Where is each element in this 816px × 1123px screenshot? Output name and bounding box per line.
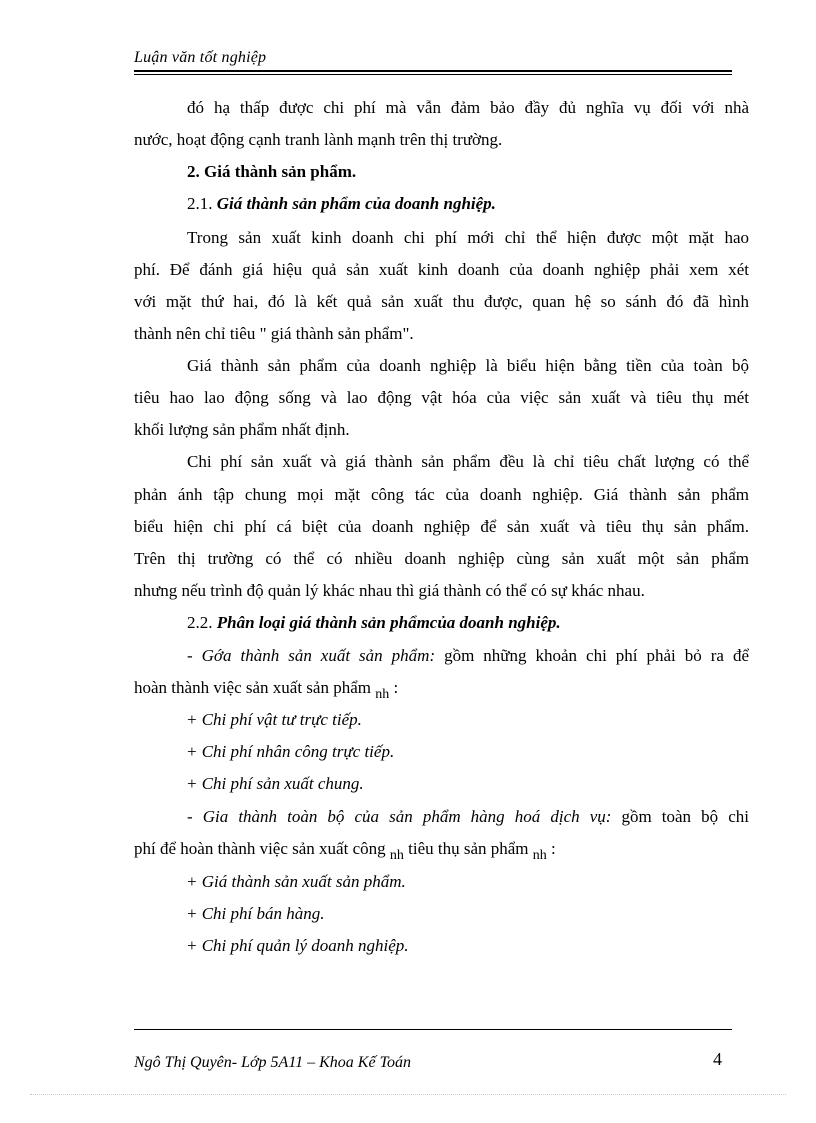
body-line: phí để hoàn thành việc sản xuất công $_{nh}$ tiêu thụ sản phẩm $_{nh}$ : — [134, 839, 556, 863]
body-line: Chi phí sản xuất và giá thành sản phẩm đều là chỉ tiêu chất lượng có thể — [187, 452, 749, 471]
body-line: biểu hiện chi phí cá biệt của doanh nghiệp để sản xuất và tiêu thụ sản phẩm. — [134, 517, 749, 536]
body-line: tiêu hao lao động sống và lao động vật hóa của việc sản xuất và tiêu thụ mét — [134, 388, 749, 407]
subsection-number: 2.2. — [187, 613, 217, 632]
body-line: đó hạ thấp được chi phí mà vẫn đảm bảo đầy đủ nghĩa vụ đối với nhà — [187, 98, 749, 117]
bullet-text: gồm những khoản chi phí phải bỏ ra để — [435, 646, 750, 665]
page-number: 4 — [713, 1049, 722, 1069]
subsection-heading — [187, 193, 749, 215]
sub-item: + Giá thành sản xuất sản phẩm. — [186, 872, 406, 891]
bullet-lead: - Gớa thành sản xuất sản phẩm: — [187, 646, 436, 665]
header-rule-thin — [134, 74, 732, 75]
running-header: Luận văn tốt nghiệp — [134, 49, 267, 66]
body-line: Trên thị trường có thể có nhiều doanh nghiệp cùng sản xuất một sản phẩm — [134, 549, 749, 568]
sub-item: + Chi phí sản xuất chung. — [186, 774, 364, 793]
subsection-heading — [187, 612, 749, 634]
body-line: nước, hoạt động cạnh tranh lành mạnh trên thị trường. — [134, 130, 503, 149]
subscript-text: nh — [532, 848, 547, 863]
body-line: phí. Để đánh giá hiệu quả sản xuất kinh doanh của doanh nghiệp phải xem xét — [134, 260, 749, 279]
subscript-text: nh — [389, 848, 404, 863]
bullet-line — [187, 645, 749, 667]
body-line: phản ánh tập chung mọi mặt công tác của doanh nghiệp. Giá thành sản phẩm — [134, 485, 749, 504]
subsection-title: Phân loại giá thành sản phẩmcủa doanh nghiệp. — [216, 613, 561, 632]
body-line: Giá thành sản phẩm của doanh nghiệp là biểu hiện bằng tiền của toàn bộ — [187, 356, 749, 375]
subsection-title: Giá thành sản phẩm của doanh nghiệp. — [216, 194, 496, 213]
sub-item: + Chi phí bán hàng. — [186, 904, 325, 923]
header-rule-thick — [134, 70, 732, 72]
sub-item: + Chi phí vật tư trực tiếp. — [186, 710, 362, 729]
body-line: khối lượng sản phẩm nhất định. — [134, 420, 350, 439]
body-line: thành nên chỉ tiêu " giá thành sản phẩm". — [134, 324, 414, 343]
sub-item: + Chi phí quản lý doanh nghiệp. — [186, 936, 409, 955]
bullet-line — [187, 806, 749, 828]
page-bottom-dotted-border — [30, 1094, 786, 1095]
section-heading: 2. Giá thành sản phẩm. — [187, 162, 357, 181]
bullet-text: gồm toàn bộ chi — [611, 807, 749, 826]
footer-author: Ngô Thị Quyên- Lớp 5A11 – Khoa Kế Toán — [134, 1054, 411, 1071]
body-line: nhưng nếu trình độ quản lý khác nhau thì giá thành có thể có sự khác nhau. — [134, 581, 645, 600]
body-line: hoàn thành việc sản xuất sản phẩm $_{nh}$ : — [134, 678, 399, 702]
bullet-lead: - Gia thành toàn bộ của sản phẩm hàng hoá dịch vụ: — [187, 807, 612, 826]
subsection-number: 2.1. — [187, 194, 217, 213]
sub-item: + Chi phí nhân công trực tiếp. — [186, 742, 395, 761]
body-line: với mặt thứ hai, đó là kết quả sản xuất thu được, quan hệ so sánh đó đã hình — [134, 292, 749, 311]
body-line: Trong sản xuất kinh doanh chi phí mới chỉ thể hiện được một mặt hao — [187, 228, 749, 247]
footer-rule — [134, 1029, 732, 1030]
subscript-text: nh — [375, 687, 390, 702]
